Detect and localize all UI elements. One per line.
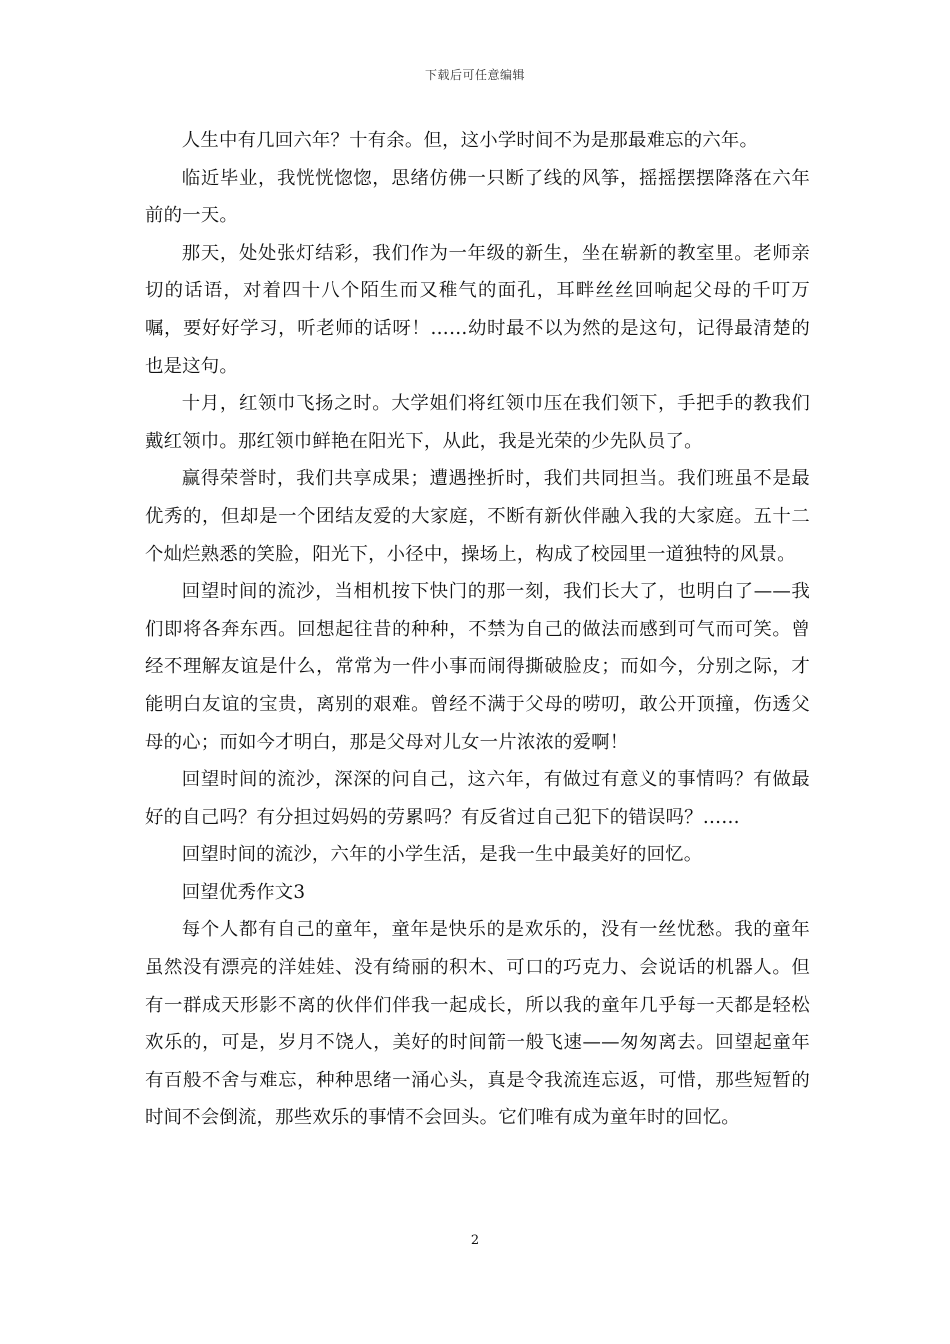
paragraph: 十月，红领巾飞扬之时。大学姐们将红领巾压在我们领下，手把手的教我们戴红领巾。那红领巾鲜艳在阳光下，从此，我是光荣的少先队员了。: [145, 393, 810, 452]
paragraph: 那天，处处张灯结彩，我们作为一年级的新生，坐在崭新的教室里。老师亲切的话语，对着四十八个陌生而又稚气的面孔，耳畔丝丝回响起父母的千叮万嘱，要好好学习，听老师的话呀！……幼时最不以为然的是这句，记得最清楚的也是这句。: [145, 242, 810, 377]
paragraph: 每个人都有自己的童年，童年是快乐的是欢乐的，没有一丝忧愁。我的童年虽然没有漂亮的洋娃娃、没有绮丽的积木、可口的巧克力、会说话的机器人。但有一群成天形影不离的伙伴们伴我一起成长，所以我的童年几乎每一天都是轻松欢乐的，可是，岁月不饶人，美好的时间箭一般飞速——匆匆离去。回望起童年有百般不舍与难忘，种种思绪一涌心头，真是令我流连忘返，可惜，那些短暂的时间不会倒流，那些欢乐的事情不会回头。它们唯有成为童年时的回忆。: [145, 919, 810, 1129]
document-body: [145, 122, 810, 1137]
page-number: 2: [470, 1233, 480, 1248]
section-heading: 回望优秀作文3: [181, 881, 306, 903]
paragraph: 赢得荣誉时，我们共享成果；遭遇挫折时，我们共同担当。我们班虽不是最优秀的，但却是一个团结友爱的大家庭，不断有新伙伴融入我的大家庭。五十二个灿烂熟悉的笑脸，阳光下，小径中，操场上，构成了校园里一道独特的风景。: [145, 468, 810, 565]
paragraph: 人生中有几回六年？十有余。但，这小学时间不为是那最难忘的六年。: [181, 130, 759, 151]
paragraph: 临近毕业，我恍恍惚惚，思绪仿佛一只断了线的风筝，摇摇摆摆降落在六年前的一天。: [145, 167, 810, 227]
paragraph: 回望时间的流沙，六年的小学生活，是我一生中最美好的回忆。: [181, 844, 703, 866]
page-header: 下载后可任意编辑: [424, 68, 525, 82]
paragraph: 回望时间的流沙，深深的问自己，这六年，有做过有意义的事情吗？有做最好的自己吗？有分担过妈妈的劳累吗？有反省过自己犯下的错误吗？……: [145, 769, 810, 828]
paragraph: 回望时间的流沙，当相机按下快门的那一刻，我们长大了，也明白了——我们即将各奔东西。回想起往昔的种种，不禁为自己的做法而感到可气而可笑。曾经不理解友谊是什么，常常为一件小事而闹得撕破脸皮；而如今，分别之际，才能明白友谊的宝贵，离别的艰难。曾经不满于父母的唠叨，敢公开顶撞，伤透父母的心；而如今才明白，那是父母对儿女一片浓浓的爱啊！: [145, 581, 810, 753]
